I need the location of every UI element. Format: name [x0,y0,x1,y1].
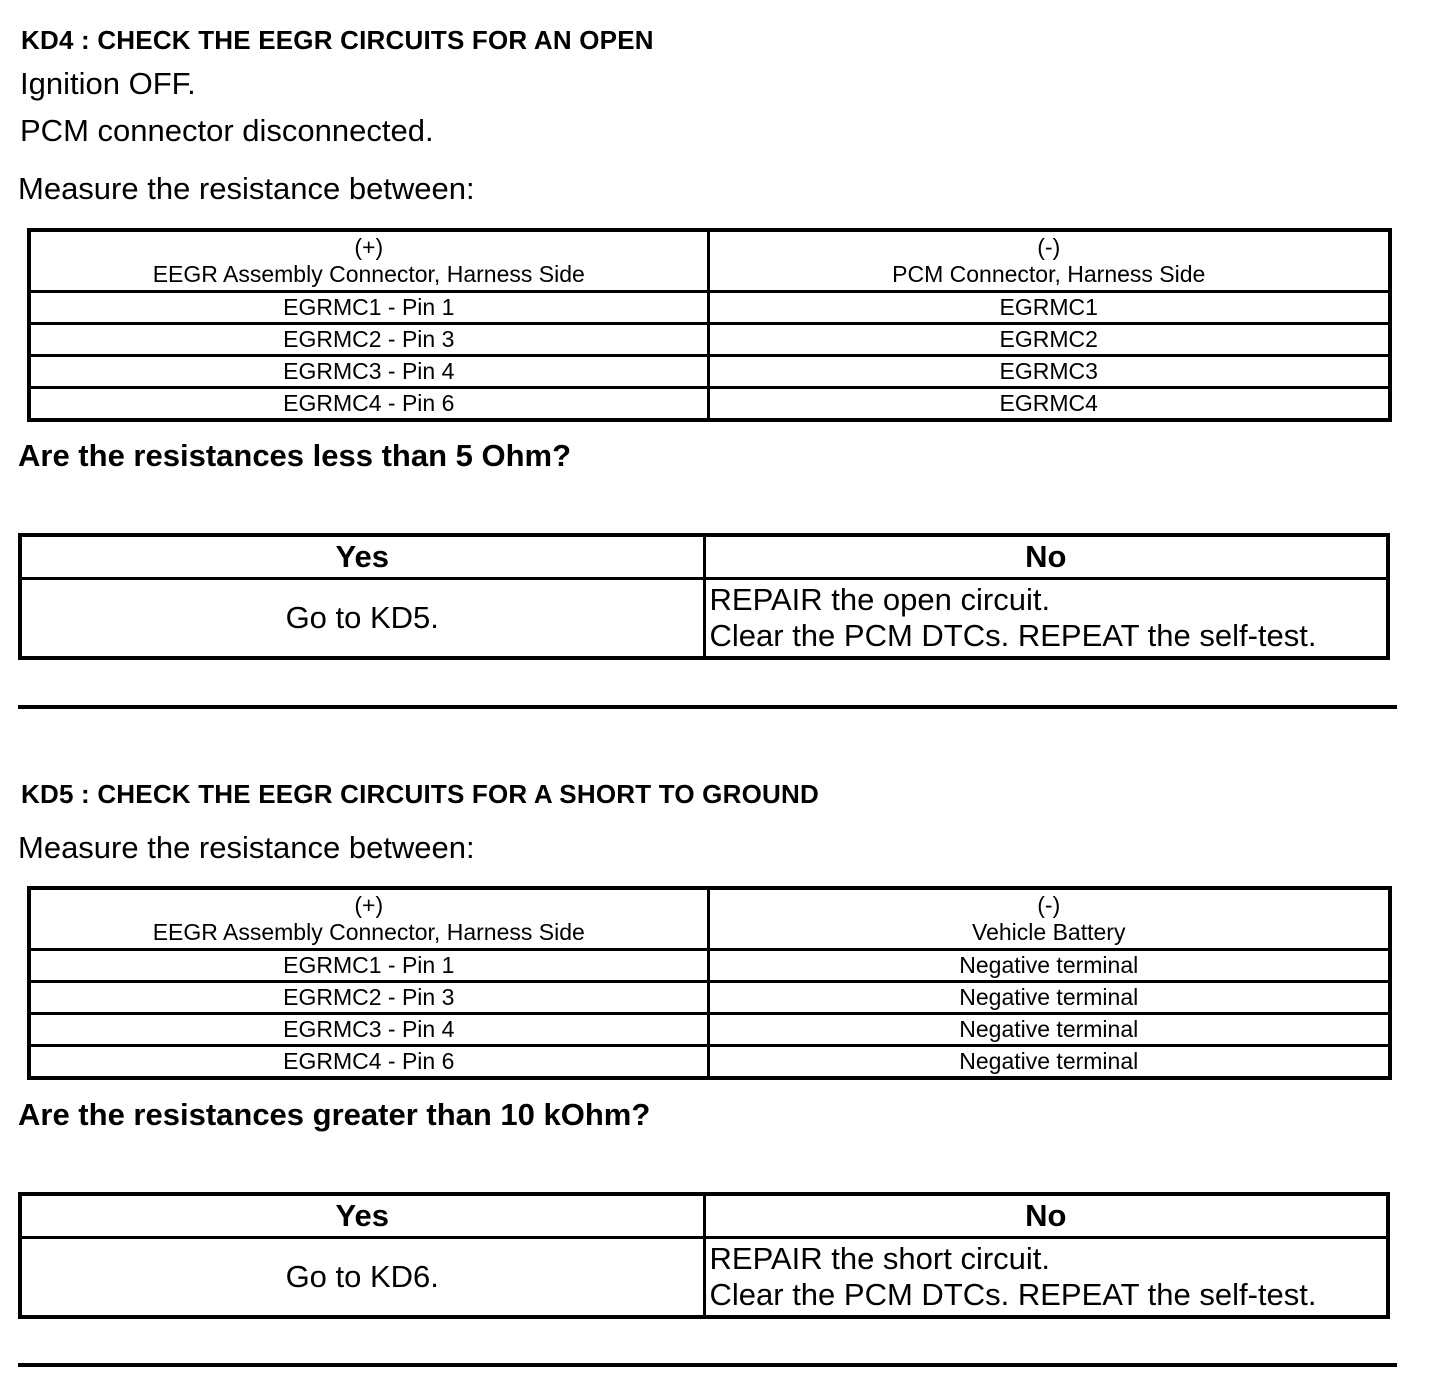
table-cell: EGRMC2 - Pin 3 [29,982,708,1014]
table-row [29,1014,1390,1046]
table-cell: EGRMC4 - Pin 6 [29,388,708,421]
yes-action: Go to KD5. [20,579,704,659]
column-label: EEGR Assembly Connector, Harness Side [152,261,585,287]
no-header: No [704,535,1388,579]
table-cell: Negative terminal [708,950,1390,982]
no-action-line: Clear the PCM DTCs. REPEAT the self-test. [709,618,1317,653]
no-header: No [704,1194,1388,1238]
polarity-sign: (-) [1037,234,1061,260]
table-cell: EGRMC1 - Pin 1 [29,292,708,324]
table-row [29,950,1390,982]
instruction-text: Measure the resistance between: [18,830,475,865]
no-action-line: REPAIR the short circuit. [709,1241,1051,1276]
table-cell: EGRMC2 - Pin 3 [29,324,708,356]
decision-body-row [20,579,1388,659]
condition-text: Ignition OFF. [20,66,196,101]
question-text: Are the resistances less than 5 Ohm? [18,438,572,473]
table-row [29,324,1390,356]
table-cell: EGRMC3 - Pin 4 [29,1014,708,1046]
table-row [29,292,1390,324]
section-divider [18,1363,1397,1367]
decision-header-row [20,1194,1388,1238]
measurement-table [27,886,1392,1080]
table-header-row [29,230,1390,292]
polarity-sign: (+) [354,234,384,260]
question-text: Are the resistances greater than 10 kOhm? [18,1097,651,1132]
column-label: Vehicle Battery [972,919,1126,945]
table-cell: Negative terminal [708,1014,1390,1046]
decision-table [18,1192,1390,1319]
table-cell: EGRMC2 [708,324,1390,356]
no-action-line: REPAIR the open circuit. [709,582,1051,617]
column-header [29,888,708,950]
step-heading: KD4 : CHECK THE EEGR CIRCUITS FOR AN OPEN [21,25,654,55]
instruction-text: Measure the resistance between: [18,171,475,206]
table-cell: EGRMC1 [708,292,1390,324]
table-row [29,356,1390,388]
yes-action: Go to KD6. [20,1238,704,1318]
decision-header-row [20,535,1388,579]
table-cell: EGRMC1 - Pin 1 [29,950,708,982]
table-cell: EGRMC3 - Pin 4 [29,356,708,388]
yes-header: Yes [20,1194,704,1238]
table-row [29,1046,1390,1079]
step-heading: KD5 : CHECK THE EEGR CIRCUITS FOR A SHORT TO GROUND [21,779,819,809]
table-row [29,982,1390,1014]
table-header-row [29,888,1390,950]
polarity-sign: (+) [354,892,384,918]
no-action-line: Clear the PCM DTCs. REPEAT the self-test. [709,1277,1317,1312]
table-cell: EGRMC3 [708,356,1390,388]
column-label: EEGR Assembly Connector, Harness Side [152,919,585,945]
no-action [704,579,1388,659]
section-divider [18,705,1397,709]
column-header [708,230,1390,292]
column-header [708,888,1390,950]
condition-text: PCM connector disconnected. [20,113,434,148]
table-cell: EGRMC4 - Pin 6 [29,1046,708,1079]
table-cell: Negative terminal [708,982,1390,1014]
yes-header: Yes [20,535,704,579]
column-header [29,230,708,292]
decision-table [18,533,1390,660]
table-cell: Negative terminal [708,1046,1390,1079]
table-cell: EGRMC4 [708,388,1390,421]
decision-body-row [20,1238,1388,1318]
table-row [29,388,1390,421]
polarity-sign: (-) [1037,892,1061,918]
measurement-table [27,228,1392,422]
no-action [704,1238,1388,1318]
column-label: PCM Connector, Harness Side [892,261,1206,287]
